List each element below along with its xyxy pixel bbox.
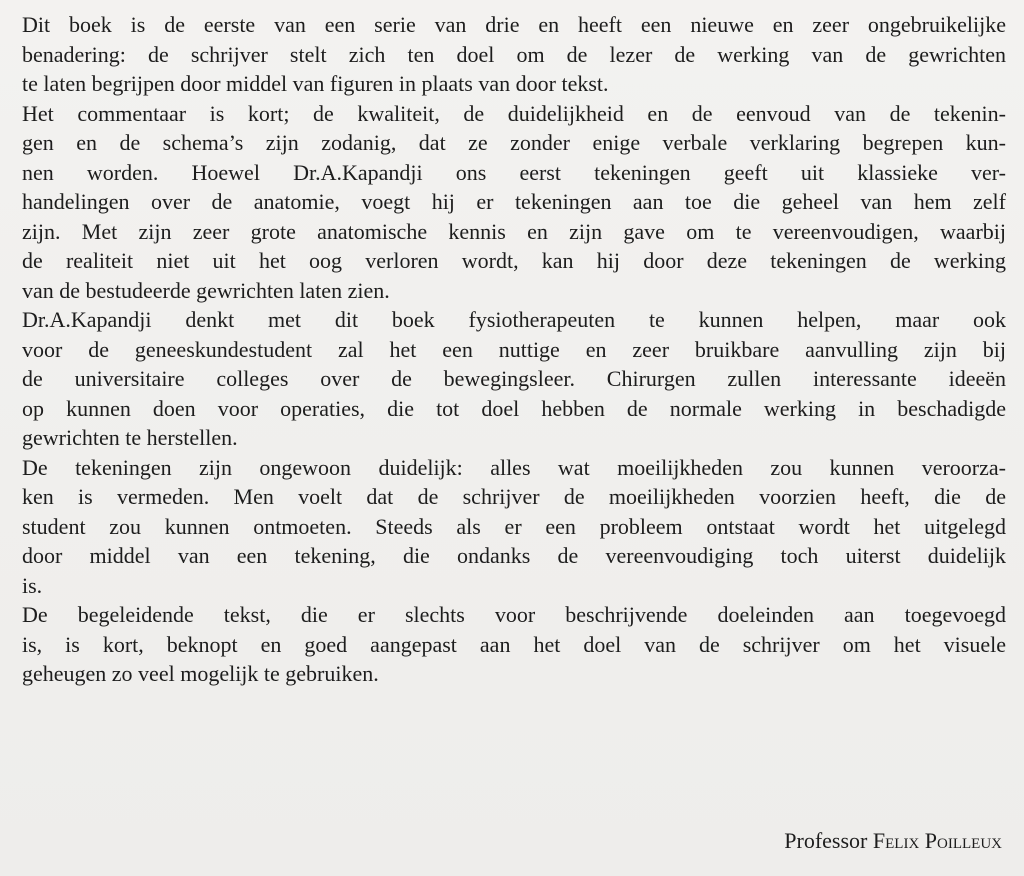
text-line: benadering: de schrijver stelt zich ten doel om de lezer de werking van de gewrichten: [22, 41, 1006, 67]
text-line: door middel van een tekening, die ondanks de vereenvoudiging toch uiterst duidelijk: [22, 543, 1006, 568]
paragraph-4: [22, 453, 1006, 601]
text-line: voor de geneeskundestudent zal het een nuttige en zeer bruikbare aanvulling zijn bij: [22, 336, 1006, 362]
text-line: Dr.A.Kapandji denkt met dit boek fysiotherapeuten te kunnen helpen, maar ook: [22, 307, 1006, 332]
text-line: Dit boek is de eerste van een serie van drie en heeft een nieuwe en zeer ongebruikelijke: [22, 12, 1006, 37]
text-line: gen en de schema’s zijn zodanig, dat ze zonder enige verbale verklaring begrepen kun-: [22, 130, 1006, 155]
text-line: de realiteit niet uit het oog verloren wordt, kan hij door deze tekeningen de werking: [22, 248, 1006, 273]
text-line: van de bestudeerde gewrichten laten zien.: [22, 277, 390, 303]
text-line: De begeleidende tekst, die er slechts voor beschrijvende doeleinden aan toegevoegd: [22, 602, 1006, 627]
text-line: Het commentaar is kort; de kwaliteit, de duidelijkheid en de eenvoud van de tekenin-: [22, 100, 1006, 126]
paragraph-1: [22, 10, 1006, 99]
author-signature: [784, 826, 1002, 855]
text-line: op kunnen doen voor operaties, die tot doel hebben de normale werking in beschadigde: [22, 395, 1006, 421]
text-line: zijn. Met zijn zeer grote anatomische kennis en zijn gave om te vereenvoudigen, waarbij: [22, 218, 1006, 244]
text-line: gewrichten te herstellen.: [22, 425, 238, 450]
signature-title: Professor: [784, 828, 868, 853]
foreword-text: [22, 10, 1006, 689]
paragraph-3: [22, 305, 1006, 453]
paragraph-5: [22, 600, 1006, 689]
paragraph-2: [22, 99, 1006, 306]
text-line: geheugen zo veel mogelijk te gebruiken.: [22, 661, 379, 686]
text-line: is.: [22, 572, 43, 598]
text-line: ken is vermeden. Men voelt dat de schrijver de moeilijkheden voorzien heeft, die de: [22, 484, 1006, 509]
text-line: te laten begrijpen door middel van figuren in plaats van door tekst.: [22, 71, 609, 96]
text-line: handelingen over de anatomie, voegt hij er tekeningen aan toe die geheel van hem zelf: [22, 189, 1006, 214]
text-line: student zou kunnen ontmoeten. Steeds als er een probleem ontstaat wordt het uitgelegd: [22, 513, 1006, 539]
signature-name: Felix Poilleux: [872, 828, 1002, 853]
text-line: is, is kort, beknopt en goed aangepast aan het doel van de schrijver om het visuele: [22, 631, 1006, 657]
text-line: nen worden. Hoewel Dr.A.Kapandji ons eerst tekeningen geeft uit klassieke ver-: [22, 159, 1006, 185]
text-line: De tekeningen zijn ongewoon duidelijk: alles wat moeilijkheden zou kunnen veroorza-: [22, 454, 1006, 480]
text-line: de universitaire colleges over de bewegingsleer. Chirurgen zullen interessante ideeën: [22, 366, 1006, 391]
